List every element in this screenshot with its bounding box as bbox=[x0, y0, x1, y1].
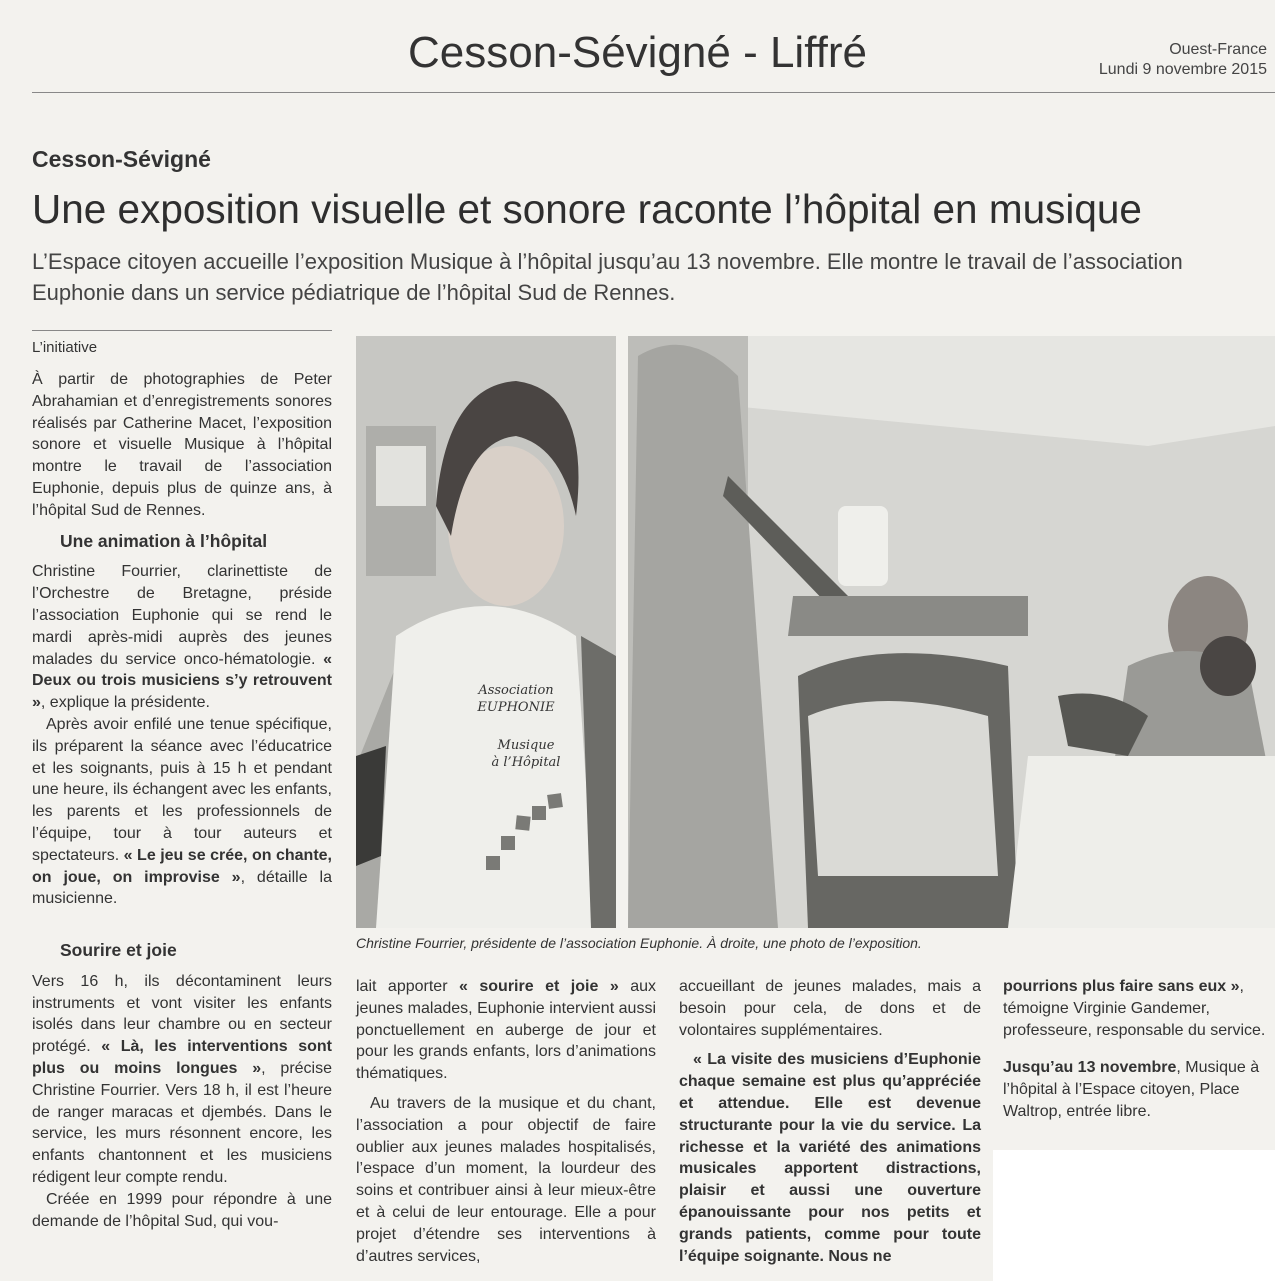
quote-1: « Deux ou trois musiciens s’y retrouvent » bbox=[32, 650, 332, 712]
rubric-rule bbox=[32, 330, 332, 331]
p1-end: , explique la présidente. bbox=[40, 694, 210, 712]
photo-exhibition bbox=[628, 336, 1275, 928]
subhead-sourire: Sourire et joie bbox=[60, 940, 177, 960]
p3-end: , précise Christine Fourrier. Vers 18 h, il est l’heure de ranger maracas et djembés. Dans le service, les murs résonnent encore, les enfants chantonnent et les musiciens rédigent leur compte rendu. bbox=[32, 1059, 332, 1186]
intro-paragraph: À partir de photographies de Peter Abrahamian et d’enregistrements sonores réalisés par Catherine Macet, l’exposition sonore et visuelle Musique à l’hôpital montre le travail de l’association Euphonie, depuis plus de quinze ans, à l’hôpital Sud de Rennes. bbox=[32, 371, 332, 519]
c4-p2: , Musique à l’hôpital à l’Espace citoyen, Place Waltrop, entrée libre. bbox=[1003, 1059, 1260, 1120]
paragraph-2 bbox=[32, 714, 332, 910]
c4-p1: , témoigne Virginie Gandemer, professeure, responsable du service. bbox=[1003, 978, 1266, 1039]
subhead-animation: Une animation à l’hôpital bbox=[60, 530, 268, 551]
portrait-illustration bbox=[356, 336, 616, 928]
p3-text: Vers 16 h, ils décontaminent leurs instruments et vont visiter les enfants isolés dans leur chambre ou en secteur protégé. bbox=[32, 972, 332, 1056]
c2-p1-end: aux jeunes malades, Euphonie intervient aussi ponctuellement en auberge de jour et pour les grands enfants, lors d’animations thématiques. bbox=[356, 978, 657, 1083]
shirt-line-2: EUPHONIE bbox=[477, 700, 555, 715]
paper-info bbox=[1099, 40, 1267, 80]
shirt-line-3: Musique bbox=[497, 738, 555, 753]
rubric-label: L’initiative bbox=[32, 339, 98, 356]
column-1-bottom bbox=[32, 940, 332, 1232]
photo-christine-fourrier bbox=[356, 336, 616, 928]
quote-5: « La visite des musiciens d’Euphonie chaque semaine est plus qu’appréciée et attendue. Elle est devenue structurante pour la vie du service. La richesse et la variété des animations musicales apportent distractions, plaisir et aussi une ouverture épanouissante pour nos petits et grands patients, comme pour toute l’équipe soignante. Nous ne bbox=[679, 1051, 981, 1265]
p1-text: Christine Fourrier, clarinettiste de l’Orchestre de Bretagne, préside l’association Euphonie qui se rend le mardi après-midi auprès des jeunes malades du service onco-hématologie. bbox=[32, 563, 332, 668]
c4-paragraph-2 bbox=[1003, 1057, 1275, 1122]
c4-paragraph-1 bbox=[1003, 976, 1275, 1041]
p2-end: , détaille la musicienne. bbox=[32, 868, 332, 908]
quote-4: « sourire et joie » bbox=[459, 978, 619, 995]
header-rule bbox=[32, 92, 1275, 93]
section-title: Cesson-Sévigné - Liffré bbox=[408, 28, 867, 77]
paragraph-1 bbox=[32, 561, 332, 714]
article-kicker: Cesson-Sévigné bbox=[32, 146, 211, 172]
exhibition-illustration bbox=[628, 336, 1275, 928]
c3-paragraph-2 bbox=[679, 1049, 981, 1267]
column-3 bbox=[679, 976, 981, 1267]
c2-p1-start: lait apporter bbox=[356, 978, 448, 995]
column-4 bbox=[1003, 976, 1275, 1123]
column-1 bbox=[32, 369, 332, 910]
quote-6: pourrions plus faire sans eux » bbox=[1003, 978, 1240, 995]
quote-2: « Le jeu se crée, on chante, on joue, on improvise » bbox=[32, 846, 332, 886]
c2-paragraph-2: Au travers de la musique et du chant, l’association a pour objectif de faire oublier aux jeunes malades hospitalisés, l’espace d’un moment, la lourdeur des soins et contribuer ainsi à leur mieux-être et à celui de leur entourage. Elle a pour projet d’étendre ses interventions à d’autres services, bbox=[356, 1094, 656, 1265]
shirt-line-4: à l’Hôpital bbox=[491, 755, 561, 770]
quote-3: « Là, les interventions sont plus ou moins longues » bbox=[32, 1038, 332, 1077]
info-date: Jusqu’au 13 novembre bbox=[1003, 1059, 1177, 1077]
paper-date: Lundi 9 novembre 2015 bbox=[1098, 61, 1267, 78]
photo-caption: Christine Fourrier, présidente de l’association Euphonie. À droite, une photo de l’exposition. bbox=[356, 935, 922, 951]
article-headline: Une exposition visuelle et sonore raconte l’hôpital en musique bbox=[32, 186, 1142, 232]
shirt-line-1: Association bbox=[478, 683, 554, 698]
p2-text: Après avoir enfilé une tenue spécifique, ils préparent la séance avec l’éducatrice et les soignants, puis à 15 h et pendant une heure, ils échangent avec les enfants, les parents et les professionnels de l’équipe, tour à tour auteurs et spectateurs. bbox=[32, 715, 332, 864]
paragraph-4: Créée en 1999 pour répondre à une demande de l’hôpital Sud, qui vou- bbox=[32, 1190, 332, 1230]
blank-area bbox=[993, 1150, 1275, 1281]
paragraph-3 bbox=[32, 971, 332, 1189]
c3-paragraph-1: accueillant de jeunes malades, mais a besoin pour cela, de dons et de volontaires supplémentaires. bbox=[679, 978, 981, 1039]
paper-name: Ouest-France bbox=[1169, 41, 1267, 58]
column-2 bbox=[356, 976, 656, 1267]
article-chapo: L’Espace citoyen accueille l’exposition Musique à l’hôpital jusqu’au 13 novembre. Elle montre le travail de l’association Euphonie dans un service pédiatrique de l’hôpital Sud de Rennes. bbox=[32, 249, 1183, 305]
c2-paragraph-1 bbox=[356, 976, 656, 1085]
